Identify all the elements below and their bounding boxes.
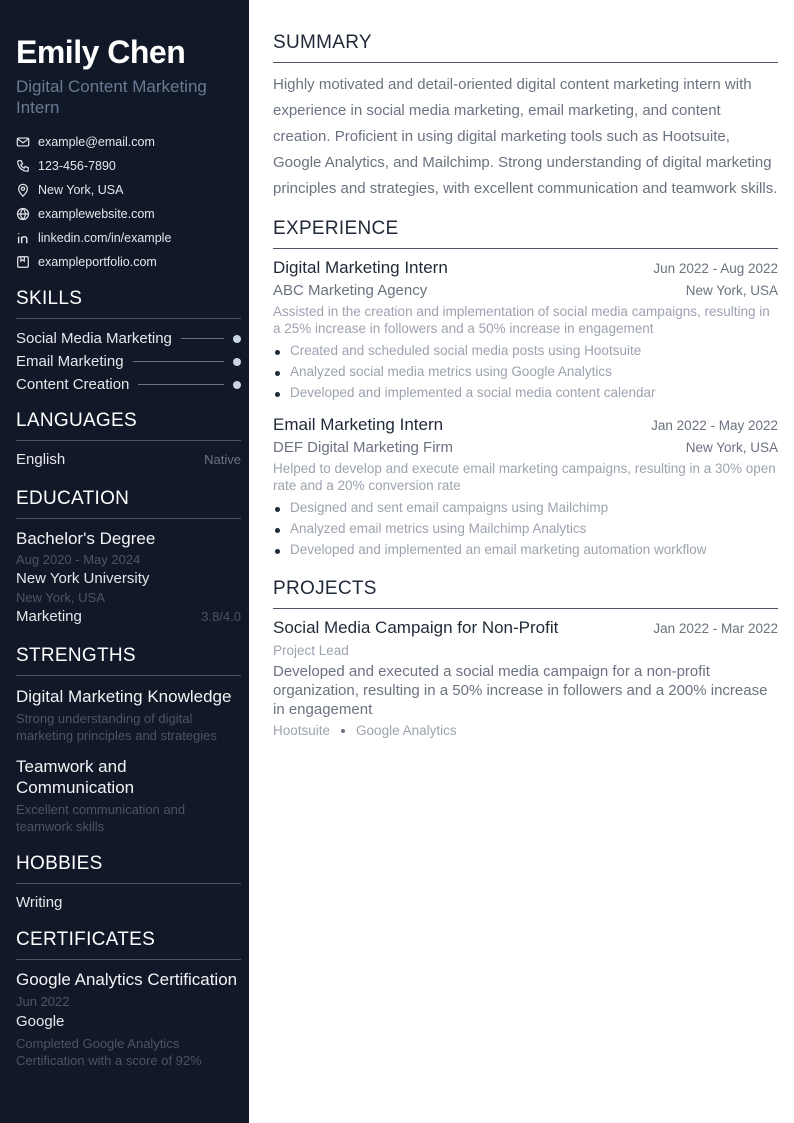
job-dates: Jun 2022 - Aug 2022 [653,261,778,276]
education-degree: Bachelor's Degree [16,529,156,548]
projects-section [273,578,778,738]
strength-desc: Excellent communication and teamwork skills [16,802,186,834]
skill-label: Email Marketing [16,353,124,370]
languages-heading: LANGUAGES [16,410,241,441]
skill-dot [233,381,241,389]
contact-email[interactable] [16,130,241,154]
contact-email-text: example@email.com [38,135,155,149]
project-tags [273,723,778,738]
job-dates: Jan 2022 - May 2022 [651,418,778,433]
mail-icon [16,135,30,149]
job-title: Digital Marketing Intern [273,258,448,277]
job-bullet: Designed and sent email campaigns using Mailchimp [273,497,778,518]
project-desc: Developed and executed a social media campaign for a non-profit organization, resulting in a 50% increase in followers and a 200% increase in engagement [273,663,768,718]
certificates-heading: CERTIFICATES [16,929,241,960]
contact-list [16,130,241,274]
strengths-heading: STRENGTHS [16,645,241,676]
skill-line [133,361,224,362]
summary-text: Highly motivated and detail-oriented digital content marketing intern with experience in social media marketing, email marketing, and content creation. Proficient in using digital marketing tools such as Hootsuite, Google Analytics, and Mailchimp. Strong understanding of digital marketing principles and strategies, with excellent communication and teamwork skills. [273,76,778,197]
skills-heading: SKILLS [16,288,241,319]
certificate-date: Jun 2022 [16,994,70,1009]
skill-dot [233,335,241,343]
skill-item [16,373,241,396]
main-content [273,0,778,738]
summary-section [273,32,778,202]
job-bullets [273,340,778,403]
experience-heading: EXPERIENCE [273,218,778,249]
education-section [16,488,241,625]
strength-desc: Strong understanding of digital marketing principles and strategies [16,711,217,743]
job-title: Email Marketing Intern [273,415,444,434]
skill-label: Content Creation [16,376,130,393]
job-bullets [273,497,778,560]
education-gpa: 3.8/4.0 [201,609,241,624]
strength-title: Teamwork and Communication [16,757,135,797]
globe-icon [16,207,30,221]
skill-item [16,350,241,373]
contact-portfolio-text: exampleportfolio.com [38,255,157,269]
project-tag: Google Analytics [356,723,457,738]
strength-title: Digital Marketing Knowledge [16,687,232,706]
skill-dot [233,358,241,366]
contact-linkedin[interactable] [16,226,241,250]
sidebar [0,0,249,1123]
certificate-issuer: Google [16,1013,65,1030]
certificates-section [16,929,241,1069]
language-level: Native [204,452,241,467]
job-bullet: Created and scheduled social media posts using Hootsuite [273,340,778,361]
profile-name: Emily Chen [16,34,186,70]
skills-section [16,288,241,396]
contact-website-text: examplewebsite.com [38,207,155,221]
job-company: ABC Marketing Agency [273,282,428,299]
job-item [273,258,778,403]
location-icon [16,183,30,197]
certificate-desc: Completed Google Analytics Certification with a score of 92% [16,1036,202,1068]
projects-heading: PROJECTS [273,578,778,609]
education-heading: EDUCATION [16,488,241,519]
strength-item [16,756,241,835]
project-item [273,618,778,738]
education-location: New York, USA [16,590,105,605]
education-field-row [16,608,241,625]
language-item [16,451,241,468]
project-dates: Jan 2022 - Mar 2022 [653,621,778,636]
hobby-item: Writing [16,894,63,911]
strength-item [16,686,241,744]
hobbies-section [16,853,241,911]
experience-section [273,218,778,560]
job-location: New York, USA [685,440,778,455]
education-dates: Aug 2020 - May 2024 [16,552,141,567]
skill-line [138,384,224,385]
project-tag: Hootsuite [273,723,331,738]
job-bullet: Developed and implemented a social media content calendar [273,382,778,403]
contact-phone[interactable] [16,154,241,178]
contact-location [16,178,241,202]
skill-label: Social Media Marketing [16,330,172,347]
education-school: New York University [16,570,150,587]
skill-item [16,327,241,350]
project-role: Project Lead [273,643,349,658]
certificate-title: Google Analytics Certification [16,970,238,989]
job-bullet: Analyzed email metrics using Mailchimp Analytics [273,518,778,539]
job-bullet: Analyzed social media metrics using Google Analytics [273,361,778,382]
portfolio-icon [16,255,30,269]
summary-heading: SUMMARY [273,32,778,63]
contact-location-text: New York, USA [38,183,124,197]
contact-linkedin-text: linkedin.com/in/example [38,231,172,245]
job-location: New York, USA [685,283,778,298]
skill-line [181,338,224,339]
contact-website[interactable] [16,202,241,226]
job-desc: Helped to develop and execute email marketing campaigns, resulting in a 30% open rate and a 20% conversion rate [273,461,776,493]
strengths-section [16,645,241,835]
job-desc: Assisted in the creation and implementation of social media campaigns, resulting in a 25% increase in followers and a 50% increase in engagement [273,304,770,336]
profile-role: Digital Content Marketing Intern [16,77,207,117]
job-company: DEF Digital Marketing Firm [273,439,454,456]
languages-section [16,410,241,468]
linkedin-icon [16,231,30,245]
hobbies-heading: HOBBIES [16,853,241,884]
job-bullet: Developed and implemented an email marketing automation workflow [273,539,778,560]
job-item [273,415,778,560]
language-name: English [16,451,66,468]
contact-portfolio[interactable] [16,250,241,274]
project-title: Social Media Campaign for Non-Profit [273,618,559,637]
education-field: Marketing [16,608,82,625]
contact-phone-text: 123-456-7890 [38,159,116,173]
phone-icon [16,159,30,173]
tag-separator [341,729,345,733]
